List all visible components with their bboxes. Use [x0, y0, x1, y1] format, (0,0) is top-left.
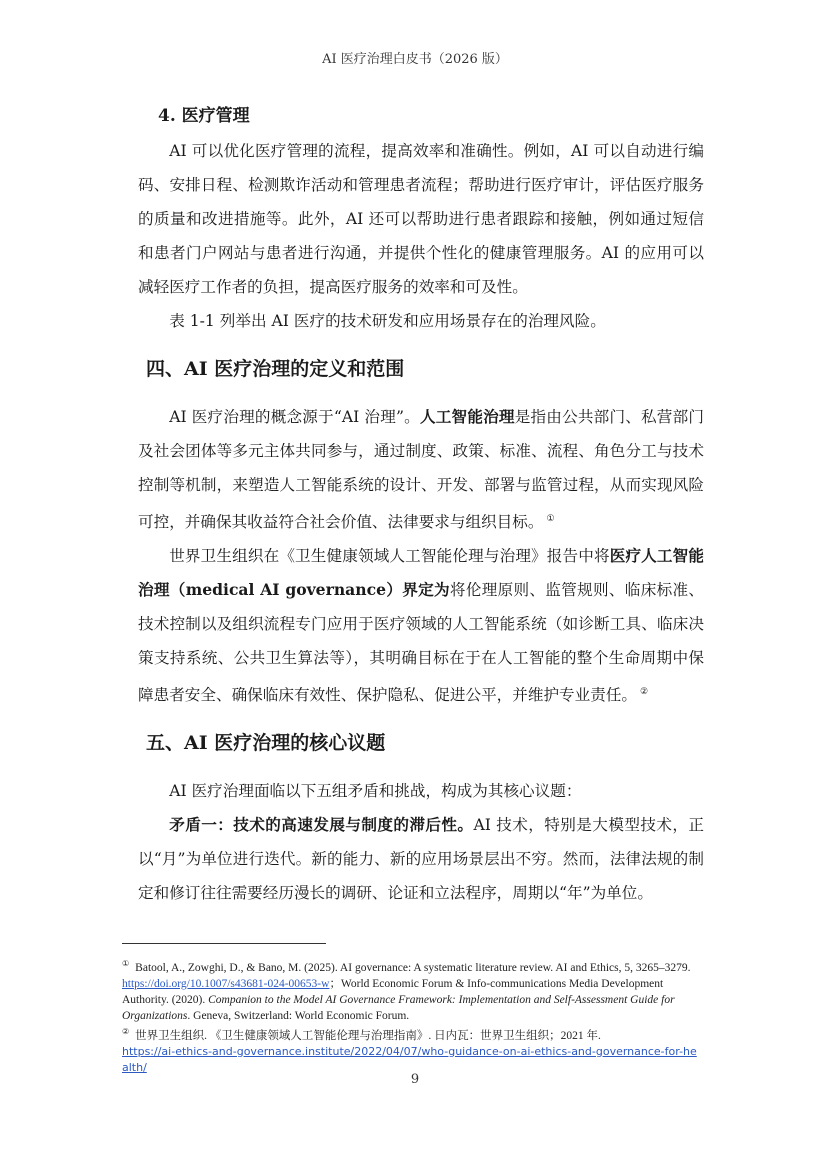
paragraph-ai-governance [138, 400, 704, 539]
who-guidance-link[interactable]: https://ai-ethics-and-governance.institute/2022/04/07/who-guidance-on-ai-ethics-and-governance-for-health/ [122, 1044, 697, 1074]
text-run: 世界卫生组织在《卫生健康领域人工智能伦理与治理》报告中将 [169, 547, 610, 566]
bold-term: 矛盾一：技术的高速发展与制度的滞后性。 [169, 815, 474, 835]
footnote-1 [122, 956, 702, 1024]
bold-term: 人工智能治理 [419, 407, 515, 426]
footnote-2 [122, 1024, 702, 1076]
paragraph-core-issues-intro: AI 医疗治理面临以下五组矛盾和挑战，构成为其核心议题： [169, 782, 582, 801]
paragraph-table-reference: 表 1-1 列举出 AI 医疗的技术研发和应用场景存在的治理风险。 [169, 312, 606, 330]
footnotes [122, 956, 702, 1076]
footnote-marker[interactable]: ① [546, 514, 555, 524]
running-header: AI 医疗治理白皮书（2026 版） [322, 52, 508, 67]
text-run: Batool, A., Zowghi, D., & Bano, M. (2025). AI governance: A systematic literature review. AI and Ethics, 5, 3265–3279. [135, 961, 691, 974]
main-content [138, 98, 704, 910]
text-run: 将伦理原则、监管规则、临床标准、技术控制以及组织流程专门应用于医疗领域的人工智能系统（如诊断工具、临床决策支持系统、公共卫生算法等），其明确目标在于在人工智能的整个生命周期中保障患者安全、确保临床有效性、保护隐私、促进公平，并维护专业责任。 [138, 581, 704, 705]
text-run: AI 医疗治理的概念源于“AI 治理”。 [169, 408, 420, 426]
text-run: . Geneva, Switzerland: World Economic Forum. [187, 1009, 410, 1022]
italic-title: Companion to the Model AI Governance Framework: Implementation and Self-Assessment Guide for Organizations [122, 993, 675, 1022]
text-run: 世界卫生组织. 《卫生健康领域人工智能伦理与治理指南》. 日内瓦：世界卫生组织；2021 年. [135, 1029, 601, 1042]
text-run: 是指由公共部门、私营部门及社会团体等多元主体共同参与，通过制度、政策、标准、流程、角色分工与技术控制等机制，来塑造人工智能系统的设计、开发、部署与监管过程，从而实现风险可控，并确保其收益符合社会价值、法律要求与组织目标。 [138, 408, 704, 532]
footnote-marker[interactable]: ② [640, 687, 649, 698]
footnote-divider [122, 943, 326, 944]
paragraph-contradiction-one [138, 808, 704, 910]
text-run: AI 技术，特别是大模型技术，正以“月”为单位进行迭代。新的能力、新的应用场景层出不穷。然而，法律法规的制定和修订往往需要经历漫长的调研、论证和立法程序，周期以“年”为单位。 [138, 816, 704, 903]
footnote-number: ① [122, 959, 130, 968]
doi-link[interactable]: https://doi.org/10.1007/s43681-024-00653-w [122, 977, 330, 990]
footnote-number: ② [122, 1026, 130, 1036]
section-title-core-issues: 五、AI 医疗治理的核心议题 [146, 732, 386, 755]
paragraph-medical-management: AI 可以优化医疗管理的流程，提高效率和准确性。例如，AI 可以自动进行编码、安排日程、检测欺诈活动和管理患者流程；帮助进行医疗审计，评估医疗服务的质量和改进措施等。此外，AI 还可以帮助进行患者跟踪和接触，例如通过短信和患者门户网站与患者进行沟通，并提供个性化的健康管理服务。AI 的应用可以减轻医疗工作者的负担，提高医疗服务的效率和可及性。 [138, 142, 704, 296]
paragraph-who-definition [138, 539, 704, 712]
text-run: ；World Economic Forum & Info-communications Media Development Authority. (2020). [122, 977, 664, 1006]
section-title-definition: 四、AI 医疗治理的定义和范围 [146, 358, 405, 380]
page-number: 9 [410, 1072, 420, 1087]
bold-term: 医疗人工智能治理（medical AI governance）界定为 [138, 546, 704, 600]
subsection-title: 4. 医疗管理 [158, 106, 250, 126]
